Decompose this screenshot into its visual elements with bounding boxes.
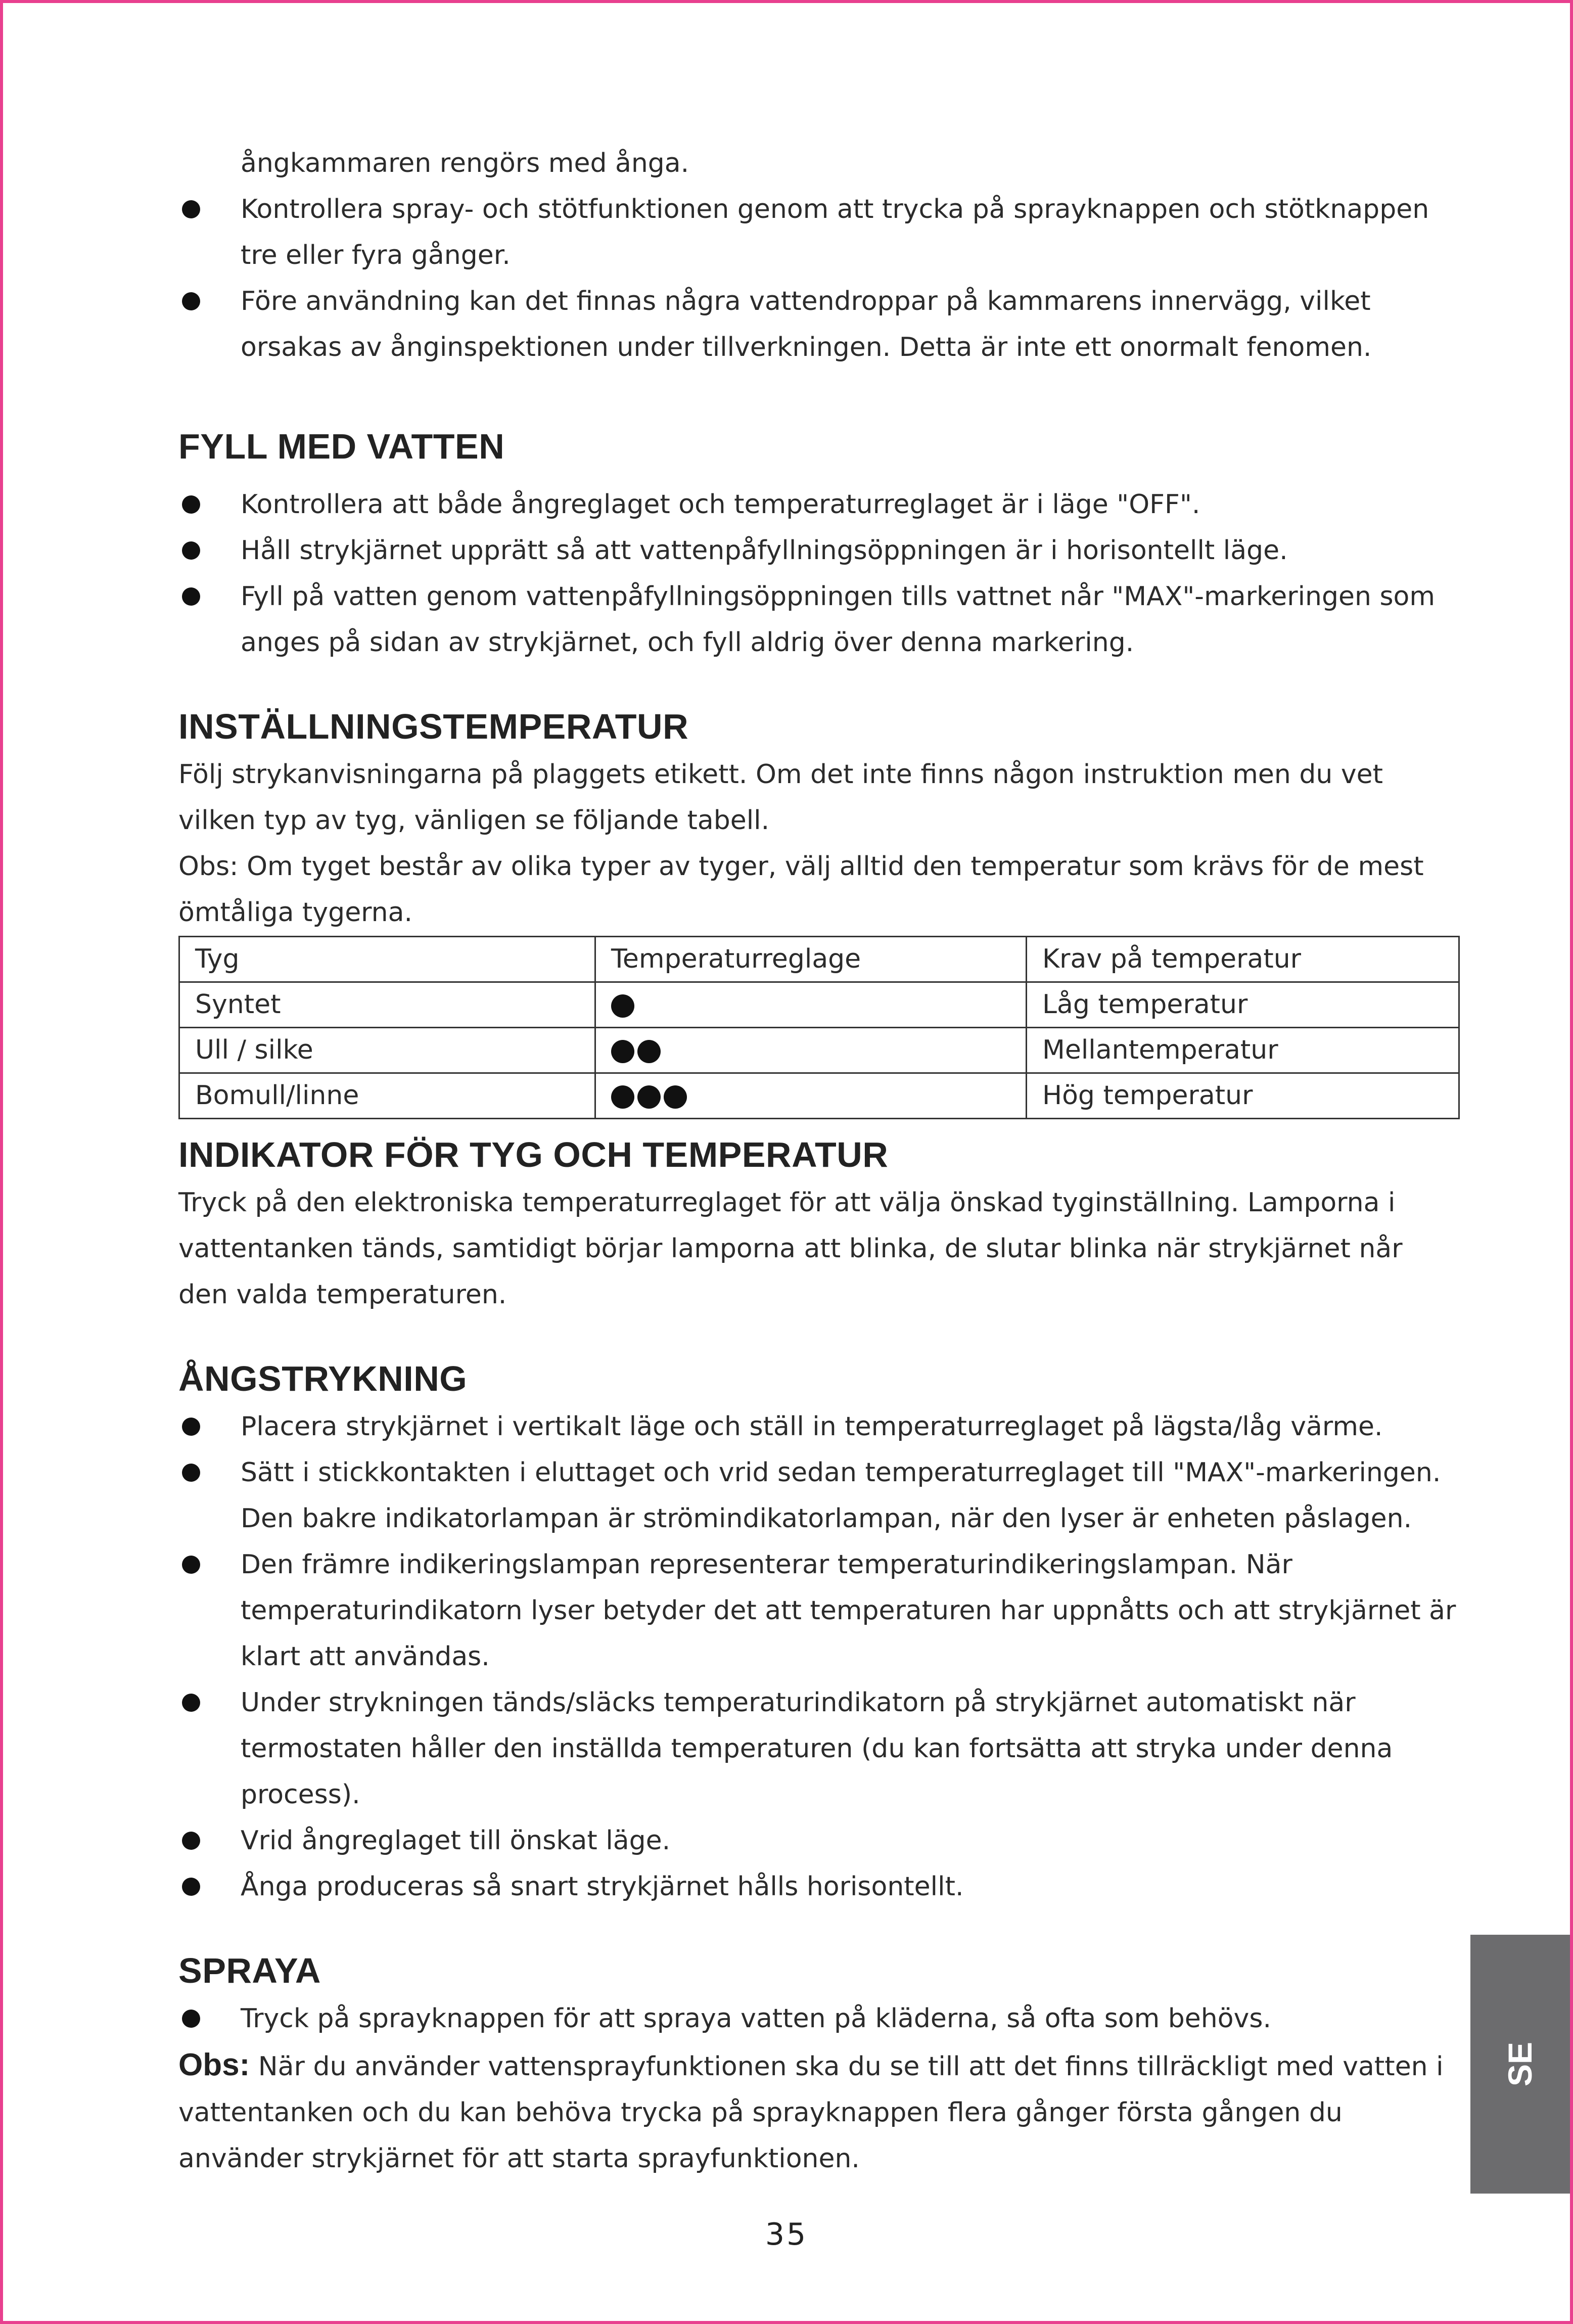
- bullet-icon: [182, 1464, 200, 1482]
- temperature-dot-icon: [611, 994, 634, 1018]
- list-item: Tryck på sprayknappen för att spraya vatten på kläderna, så ofta som behövs.: [178, 1996, 1457, 2042]
- temperature-dots: [611, 994, 634, 1018]
- list-item: Under strykningen tänds/släcks temperaturindikatorn på strykjärnet automatiskt när termostaten håller den inställda temperaturen (du kan fortsätta att stryka under denna process).: [178, 1680, 1457, 1818]
- list-item: Fyll på vatten genom vattenpåfyllningsöppningen tills vattnet når "MAX"-markeringen som anges på sidan av strykjärnet, och fyll aldrig över denna markering.: [178, 574, 1457, 666]
- spray-note: [178, 2042, 1457, 2182]
- intro-list: [178, 187, 1457, 371]
- bullet-icon: [182, 1832, 200, 1850]
- bullet-icon: [182, 1878, 200, 1896]
- list-item: Kontrollera att både ångreglaget och temperaturreglaget är i läge "OFF".: [178, 482, 1457, 528]
- bullet-icon: [182, 495, 200, 514]
- heading-steam-ironing: ÅNGSTRYKNING: [178, 1359, 468, 1398]
- settings-paragraph: Följ strykanvisningarna på plaggets etikett. Om det inte finns någon instruktion men du vet vilken typ av tyg, vänligen se följande tabell.: [178, 759, 1383, 836]
- bullet-icon: [182, 2010, 200, 2028]
- bullet-icon: [182, 1694, 200, 1712]
- list-item: Vrid ångreglaget till önskat läge.: [178, 1818, 1457, 1864]
- spray-list: [178, 1996, 1457, 2042]
- list-item: Den främre indikeringslampan representerar temperaturindikeringslampan. När temperaturindikatorn lyser betyder det att temperaturen har uppnåtts och att strykjärnet är klart att användas.: [178, 1542, 1457, 1680]
- requirement-cell: Mellantemperatur: [1027, 1028, 1459, 1073]
- bullet-icon: [182, 200, 200, 218]
- page-number: 35: [765, 2217, 808, 2252]
- bullet-icon: [182, 541, 200, 560]
- language-tab-label: SE: [1501, 2041, 1539, 2087]
- bullet-icon: [182, 1418, 200, 1436]
- requirement-cell: Hög temperatur: [1027, 1073, 1459, 1119]
- temperature-dot-icon: [611, 1040, 634, 1063]
- dots-cell: [595, 1073, 1027, 1119]
- list-item: Före användning kan det finnas några vattendroppar på kammarens innervägg, vilket orsakas av ånginspektionen under tillverkningen. Detta är inte ett onormalt fenomen.: [178, 279, 1457, 371]
- steam-list: [178, 1404, 1457, 1910]
- temperature-dot-icon: [664, 1085, 687, 1109]
- dots-cell: [595, 1028, 1027, 1073]
- list-item: Placera strykjärnet i vertikalt läge och ställ in temperaturreglaget på lägsta/låg värme.: [178, 1404, 1457, 1450]
- list-item: Ånga produceras så snart strykjärnet hålls horisontellt.: [178, 1864, 1457, 1910]
- requirement-cell: Låg temperatur: [1027, 982, 1459, 1028]
- fabric-cell: Syntet: [179, 982, 595, 1028]
- temperature-dot-icon: [611, 1085, 634, 1109]
- fabric-cell: Bomull/linne: [179, 1073, 595, 1119]
- heading-temperature-settings: INSTÄLLNINGSTEMPERATUR: [178, 707, 689, 746]
- heading-spray: SPRAYA: [178, 1951, 321, 1990]
- table-row: [179, 1028, 1459, 1073]
- fabric-cell: Ull / silke: [179, 1028, 595, 1073]
- bullet-icon: [182, 1556, 200, 1574]
- fabric-temperature-table: [178, 936, 1460, 1119]
- indicator-text: Tryck på den elektroniska temperaturreglaget för att välja önskad tyginställning. Lamporna i vattentanken tänds, samtidigt börjar lamporna att blinka, de slutar blinka när strykjärnet når den valda temperaturen.: [178, 1188, 1403, 1310]
- bullet-icon: [182, 587, 200, 606]
- note-text: När du använder vattensprayfunktionen ska du se till att det finns tillräckligt med vatten i vattentanken och du kan behöva trycka på sprayknappen flera gånger första gången du använder strykjärnet för att starta sprayfunktionen.: [178, 2052, 1444, 2174]
- temperature-dots: [611, 1040, 661, 1063]
- temperature-dots: [611, 1085, 687, 1109]
- table-row: [179, 982, 1459, 1028]
- continuation-text: ångkammaren rengörs med ånga.: [241, 148, 689, 178]
- settings-note: Obs: Om tyget består av olika typer av tyger, välj alltid den temperatur som krävs för de mest ömtåliga tygerna.: [178, 851, 1424, 928]
- note-label: Obs:: [178, 2047, 250, 2082]
- heading-indicator: INDIKATOR FÖR TYG OCH TEMPERATUR: [178, 1135, 889, 1174]
- list-item: Håll strykjärnet upprätt så att vattenpåfyllningsöppningen är i horisontellt läge.: [178, 528, 1457, 574]
- table-header-cell: Temperaturreglage: [595, 937, 1027, 982]
- fill-list: [178, 482, 1457, 666]
- heading-fill-water: FYLL MED VATTEN: [178, 427, 505, 466]
- dots-cell: [595, 982, 1027, 1028]
- table-row: [179, 1073, 1459, 1119]
- temperature-dot-icon: [637, 1040, 661, 1063]
- page-content: [178, 141, 1457, 2182]
- list-item: Sätt i stickkontakten i eluttaget och vrid sedan temperaturreglaget till "MAX"-markeringen. Den bakre indikatorlampan är strömindikatorlampan, när den lyser är enheten påslagen.: [178, 1450, 1457, 1542]
- bullet-icon: [182, 292, 200, 310]
- table-header-cell: Tyg: [179, 937, 595, 982]
- list-item: Kontrollera spray- och stötfunktionen genom att trycka på sprayknappen och stötknappen tre eller fyra gånger.: [178, 187, 1457, 279]
- table-header-cell: Krav på temperatur: [1027, 937, 1459, 982]
- temperature-dot-icon: [637, 1085, 661, 1109]
- table-header-row: [179, 937, 1459, 982]
- language-tab: [1470, 1935, 1570, 2194]
